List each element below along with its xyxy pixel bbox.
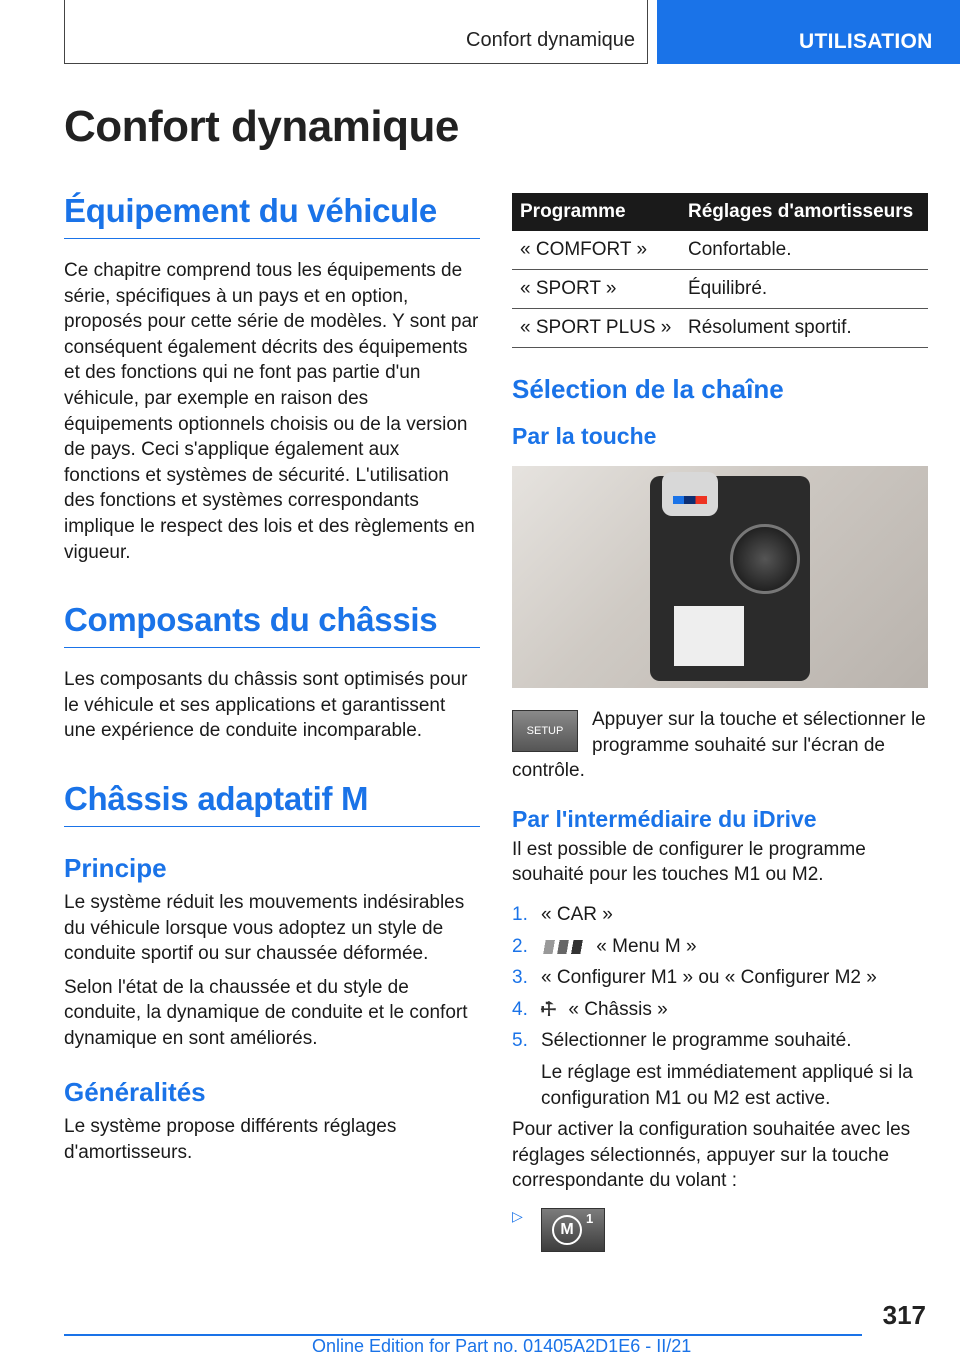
- list-item: [512, 934, 928, 960]
- list-item: [512, 965, 928, 991]
- gear-selector-icon: [662, 472, 718, 516]
- table-cell: Confortable.: [680, 231, 928, 270]
- damper-settings-table: [512, 193, 928, 348]
- chassis-text: Les composants du châssis sont optimisés pour le véhicule et ses applications et garantissent une expérience de conduite incomparable.: [64, 669, 468, 742]
- list-item: [512, 997, 928, 1023]
- heading-equipment: Équipement du véhicule: [64, 192, 480, 239]
- wrench-icon: ⚒: [535, 996, 562, 1022]
- right-column: [512, 193, 928, 1252]
- button-instruction: [512, 707, 928, 784]
- bullet-triangle-icon: ▷: [512, 1207, 523, 1224]
- step-text: « CAR »: [541, 903, 613, 925]
- page-title: Confort dynamique: [64, 102, 459, 151]
- header-chapter-tab[interactable]: [657, 0, 960, 64]
- steps-list: [512, 902, 928, 1111]
- m1-label: M: [552, 1215, 582, 1245]
- step-number: 3.: [512, 967, 528, 989]
- table-header-row: [512, 193, 928, 231]
- table-header-cell: Programme: [512, 193, 680, 231]
- step-text: « Configurer M1 » ou « Configurer M2 »: [541, 967, 877, 989]
- header-section-title: Confort dynamique: [466, 29, 635, 51]
- heading-general: Généralités: [64, 1077, 206, 1108]
- list-item: [512, 902, 928, 928]
- general-text: Le système propose différents réglages d'amortisseurs.: [64, 1116, 397, 1164]
- principle-text-1: Le système réduit les mouvements indésirables du véhicule lorsque vous adoptez un style de conduite sportif ou sur chaussée déformée.: [64, 891, 465, 965]
- table-cell: « COMFORT »: [512, 231, 680, 270]
- button-instruction-text: Appuyer sur la touche et sélectionner le programme souhaité sur l'écran de contrôle.: [512, 709, 926, 782]
- table-cell: « SPORT »: [512, 270, 680, 309]
- equipment-text: Ce chapitre comprend tous les équipements de série, spécifiques à un pays et en option, proposés pour cette série de modèles. Y sont par conséquent également décrits des équipements et des fonctions qui ne font pas partie d'un véhicule, par exemple en raison des équipements optionnels choisis ou de la version de pays. Ceci s'applique également aux fonctions et systèmes de sécurité. L'utilisation des fonctions et systèmes correspondants implique le respect des lois et des règlements en vigueur.: [64, 260, 479, 563]
- footer-edition: Online Edition for Part no. 01405A2D1E6 - II/21: [312, 1336, 692, 1356]
- idrive-text: Il est possible de configurer le programme souhaité pour les touches M1 ou M2.: [512, 838, 866, 886]
- heading-via-idrive: Par l'intermédiaire du iDrive: [512, 805, 817, 832]
- table-header-cell: Réglages d'amortisseurs: [680, 193, 928, 231]
- list-item: [512, 1028, 928, 1111]
- activate-text: Pour activer la configuration souhaitée avec les réglages sélectionnés, appuyer sur la touche correspondante du volant :: [512, 1119, 911, 1192]
- m-menu-icon: [541, 940, 585, 954]
- step-subtext: Le réglage est immédiatement appliqué si la configuration M1 ou M2 est active.: [541, 1061, 913, 1109]
- table-row: [512, 270, 928, 309]
- step-number: 2.: [512, 935, 528, 957]
- step-text: « Châssis »: [568, 998, 668, 1020]
- header-chapter-label: UTILISATION: [799, 30, 933, 53]
- m1-button-icon: [541, 1208, 605, 1252]
- m-logo-icon: [673, 496, 707, 504]
- step-text: Sélectionner le programme souhaité.: [541, 1030, 852, 1052]
- console-tray: [674, 606, 744, 666]
- table-cell: Équilibré.: [680, 270, 928, 309]
- header-box: [64, 0, 648, 64]
- heading-principle: Principe: [64, 852, 167, 883]
- table-row: [512, 231, 928, 270]
- table-cell: « SPORT PLUS »: [512, 309, 680, 348]
- step-number: 5.: [512, 1030, 528, 1052]
- center-console-photo: [512, 466, 928, 688]
- setup-button-icon: SETUP: [512, 710, 578, 752]
- page-number: 317: [882, 1300, 926, 1330]
- idrive-controller-icon: [730, 524, 800, 594]
- heading-selection: Sélection de la chaîne: [512, 374, 784, 404]
- heading-adaptive-chassis: Châssis adaptatif M: [64, 780, 480, 827]
- step-number: 4.: [512, 998, 528, 1020]
- step-text: « Menu M »: [596, 935, 697, 957]
- heading-chassis-components: Composants du châssis: [64, 601, 480, 648]
- principle-text-2: Selon l'état de la chaussée et du style de conduite, la dynamique de conduite et le confort dynamique en sont améliorés.: [64, 976, 468, 1049]
- m1-superscript: 1: [586, 1210, 594, 1226]
- table-row: [512, 309, 928, 348]
- table-cell: Résolument sportif.: [680, 309, 928, 348]
- m1-bullet: [512, 1208, 928, 1252]
- heading-by-button: Par la touche: [512, 423, 657, 449]
- left-column: [64, 192, 480, 1166]
- step-number: 1.: [512, 903, 528, 925]
